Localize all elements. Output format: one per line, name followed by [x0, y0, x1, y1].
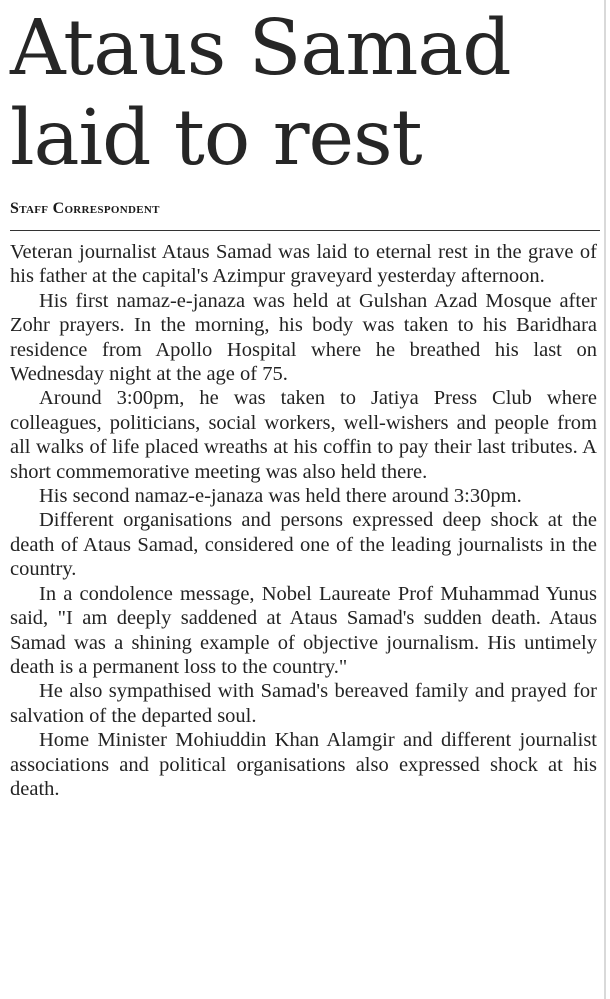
byline: Staff Correspondent [10, 200, 160, 217]
byline-divider [10, 230, 600, 231]
paragraph: His first namaz-e-janaza was held at Gulshan Azad Mosque after Zohr prayers. In the morning, his body was taken to his Baridhara residence from Apollo Hospital where he breathed his last on Wednesday night at the age of 75. [10, 289, 597, 386]
paragraph: His second namaz-e-janaza was held there around 3:30pm. [39, 485, 522, 508]
paragraph: In a condolence message, Nobel Laureate Prof Muhammad Yunus said, "I am deeply saddened at Ataus Samad's sudden death. Ataus Samad was a shining example of objective journalism. His untimely death is a permanent loss to the country." [10, 582, 597, 678]
paragraph: Veteran journalist Ataus Samad was laid to eternal rest in the grave of his father at the capital's Azimpur graveyard yesterday afternoon. [10, 241, 597, 288]
headline [10, 4, 600, 184]
headline-line-1: Ataus Samad [10, 4, 511, 93]
paragraph: Around 3:00pm, he was taken to Jatiya Press Club where colleagues, politicians, social workers, well-wishers and people from all walks of life placed wreaths at his coffin to pay their last tributes. A short commemorative meeting was also held there. [10, 387, 597, 483]
paragraph: Home Minister Mohiuddin Khan Alamgir and different journalist associations and political organisations also expressed shock at his death. [10, 729, 597, 800]
paragraph: Different organisations and persons expressed deep shock at the death of Ataus Samad, considered one of the leading journalists in the country. [10, 509, 597, 581]
article-body [10, 240, 597, 801]
headline-line-2: laid to rest [10, 94, 422, 183]
paragraph: He also sympathised with Samad's bereaved family and prayed for salvation of the departed soul. [10, 680, 597, 727]
